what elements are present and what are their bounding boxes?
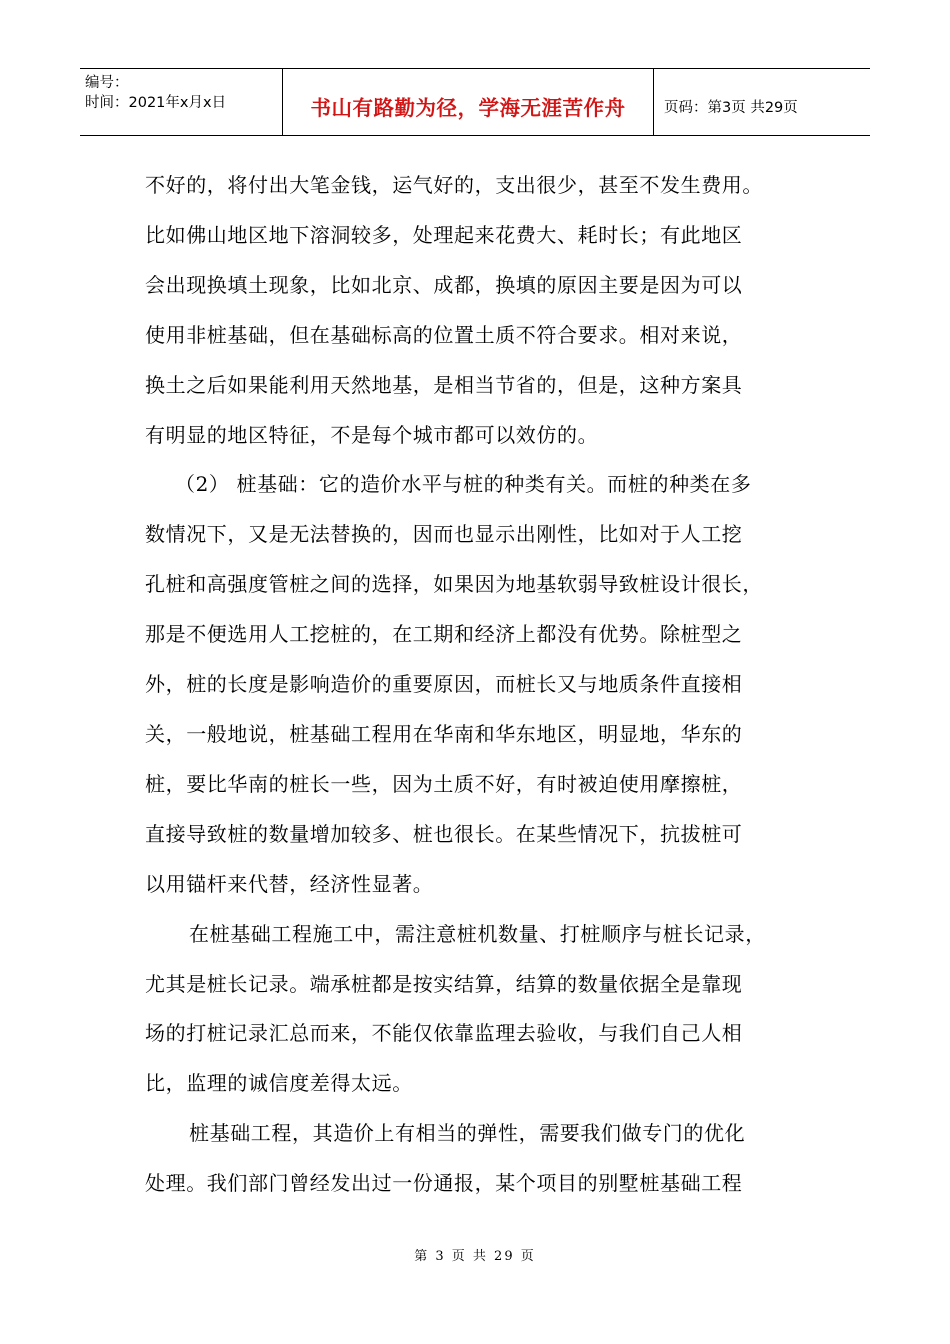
text-line: 关，一般地说，桩基础工程用在华南和华东地区，明显地，华东的 [145, 721, 743, 746]
text-line: 那是不便选用人工挖桩的，在工期和经济上都没有优势。除桩型之 [145, 622, 743, 647]
text-line: 会出现换填土现象，比如北京、成都，换填的原因主要是因为可以 [145, 272, 743, 297]
text-line: 以用锚杆来代替，经济性显著。 [145, 871, 434, 896]
paragraph-1 [145, 161, 817, 460]
text-line: 比，监理的诚信度差得太远。 [145, 1071, 413, 1096]
text-line: 有明显的地区特征，不是每个城市都可以效仿的。 [145, 422, 599, 447]
text-line: 换土之后如果能利用天然地基，是相当节省的，但是，这种方案具 [145, 372, 743, 397]
header-page-label: 页码：第3页 共29页 [664, 99, 798, 116]
text-line: 尤其是桩长记录。端承桩都是按实结算，结算的数量依据全是靠现 [145, 971, 743, 996]
text-line: 场的打桩记录汇总而来，不能仅依靠监理去验收，与我们自己人相 [145, 1021, 743, 1046]
text-line: 比如佛山地区地下溶洞较多，处理起来花费大、耗时长；有此地区 [145, 222, 743, 247]
text-line: 外，桩的长度是影响造价的重要原因，而桩长又与地质条件直接相 [145, 672, 743, 697]
text-line: （2） 桩基础：它的造价水平与桩的种类有关。而桩的种类在多 [175, 472, 752, 497]
document-date-label: 时间：2021年x月x日 [85, 95, 227, 111]
paragraph-4 [145, 1109, 817, 1209]
page-header [80, 68, 870, 136]
header-motto: 书山有路勤为径，学海无涯苦作舟 [283, 69, 654, 135]
text-line: 数情况下，又是无法替换的，因而也显示出刚性，比如对于人工挖 [145, 522, 743, 547]
text-line: 使用非桩基础，但在基础标高的位置土质不符合要求。相对来说， [145, 322, 743, 347]
text-line: 直接导致桩的数量增加较多、桩也很长。在某些情况下，抗拔桩可 [145, 821, 743, 846]
text-line: 孔桩和高强度管桩之间的选择，如果因为地基软弱导致桩设计很长， [145, 572, 763, 597]
paragraph-3 [145, 910, 817, 1110]
document-number-label: 编号： [85, 75, 129, 91]
paragraph-2 [145, 460, 817, 909]
text-line: 在桩基础工程施工中，需注意桩机数量、打桩顺序与桩长记录， [189, 921, 766, 946]
document-body [145, 161, 817, 1209]
page-footer: 第 3 页 共 29 页 [414, 1249, 536, 1264]
text-line: 桩，要比华南的桩长一些，因为土质不好，有时被迫使用摩擦桩， [145, 771, 743, 796]
text-line: 桩基础工程，其造价上有相当的弹性，需要我们做专门的优化 [189, 1121, 746, 1146]
header-meta [80, 69, 283, 135]
text-line: 不好的，将付出大笔金钱，运气好的，支出很少，甚至不发生费用。 [145, 173, 763, 197]
text-line: 处理。我们部门曾经发出过一份通报，某个项目的别墅桩基础工程 [145, 1171, 743, 1196]
